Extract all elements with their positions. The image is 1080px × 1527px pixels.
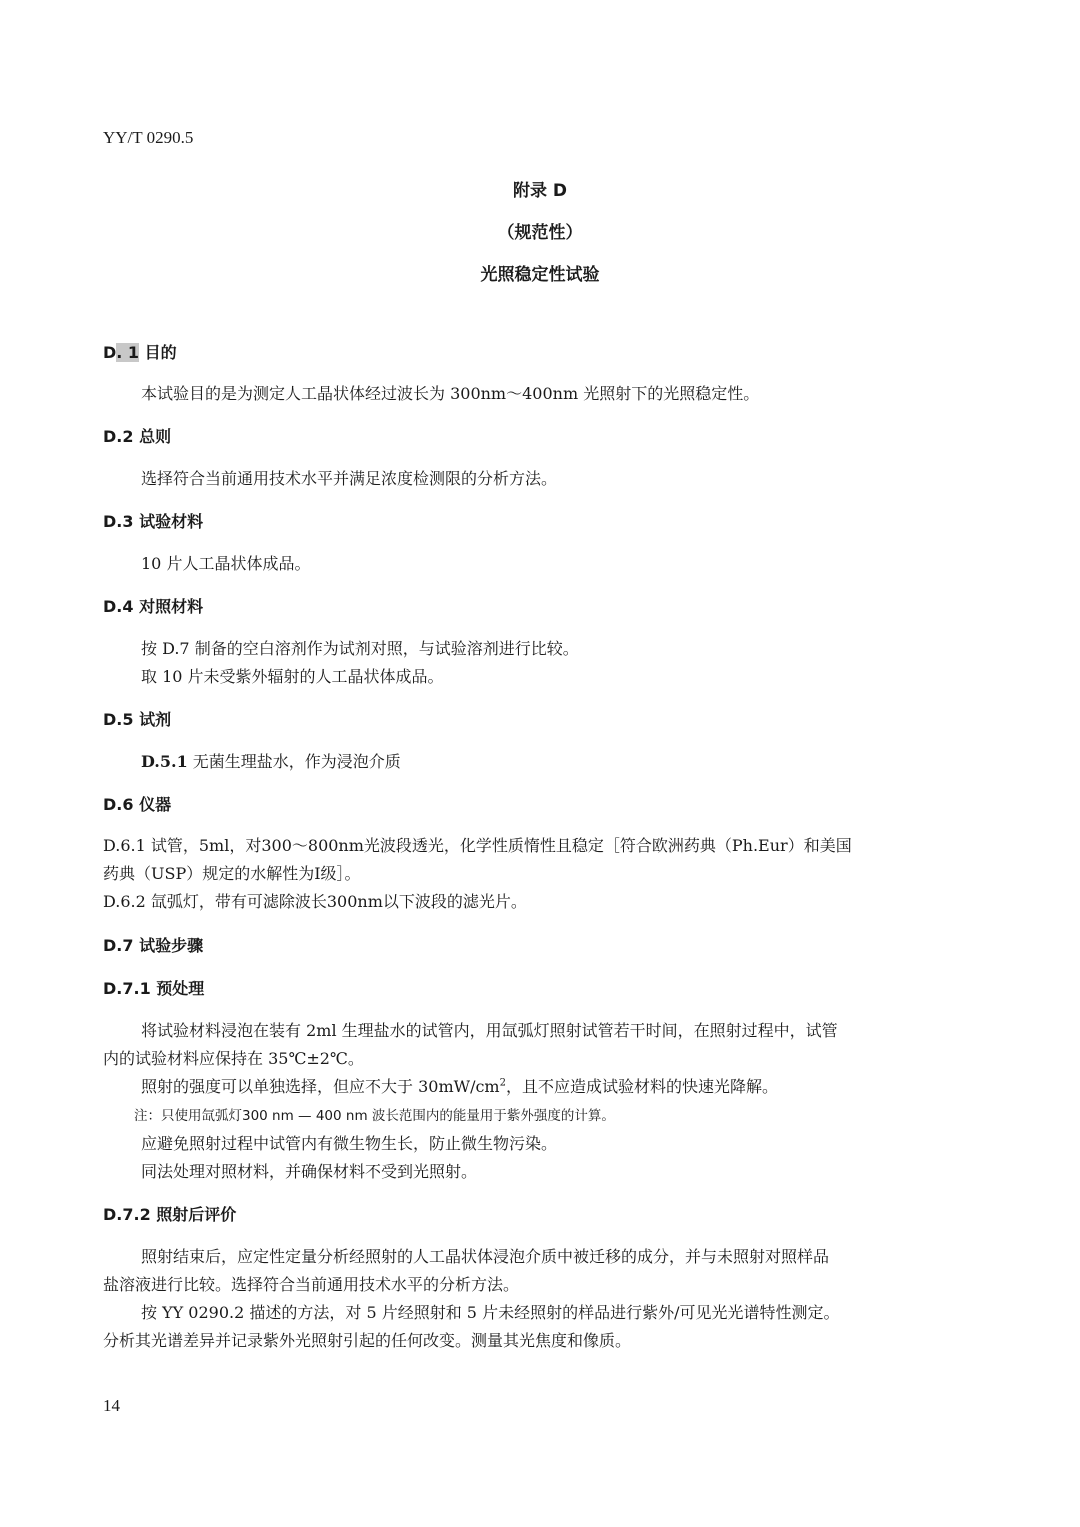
section-d5-1-text: 无菌生理盐水，作为浸泡介质 <box>187 752 401 771</box>
section-d6-line3: D.6.2 氙弧灯，带有可滤除波长300nm以下波段的滤光片。 <box>103 892 527 911</box>
section-d6-line2: 药典（USP）规定的水解性为I级］。 <box>103 864 361 883</box>
section-d4-line1: 按 D.7 制备的空白溶剂作为试剂对照，与试验溶剂进行比较。 <box>141 639 579 658</box>
section-d7-1-heading: D.7.1 预处理 <box>103 979 205 998</box>
section-d7-1-p1b: 内的试验材料应保持在 35℃±2℃。 <box>103 1049 364 1068</box>
section-d1-title: 目的 <box>139 343 177 362</box>
section-d7-1-note: 注：只使用氙弧灯300 nm — 400 nm 波长范围内的能量用于紫外强度的计算。 <box>134 1108 615 1124</box>
section-d4-line2: 取 10 片未受紫外辐射的人工晶状体成品。 <box>141 667 444 686</box>
section-d1-body: 本试验目的是为测定人工晶状体经过波长为 300nm～400nm 光照射下的光照稳定性。 <box>141 384 760 403</box>
section-d7-1-p2-sup: 2 <box>499 1077 506 1089</box>
appendix-name: 光照稳定性试验 <box>480 265 600 285</box>
section-d7-2-p1a: 照射结束后，应定性定量分析经照射的人工晶状体浸泡介质中被迁移的成分，并与未照射对照样品 <box>141 1247 830 1266</box>
section-d7-2-p2a: 按 YY 0290.2 描述的方法，对 5 片经照射和 5 片未经照射的样品进行紫外/可见光光谱特性测定。 <box>141 1303 840 1322</box>
section-d6-heading: D.6 仪器 <box>103 795 172 814</box>
section-d7-2-p2b: 分析其光谱差异并记录紫外光照射引起的任何改变。测量其光焦度和像质。 <box>103 1331 632 1350</box>
section-d2-body: 选择符合当前通用技术水平并满足浓度检测限的分析方法。 <box>141 469 558 488</box>
section-d7-1-p2 <box>141 1074 778 1097</box>
section-d1-heading <box>103 340 177 363</box>
section-d5-1-num: D.5.1 <box>141 752 188 771</box>
section-d3-body: 10 片人工晶状体成品。 <box>141 554 311 573</box>
document-code: YY/T 0290.5 <box>103 128 194 147</box>
section-d7-heading: D.7 试验步骤 <box>103 936 204 955</box>
section-d1-num-b: . <box>116 343 123 362</box>
section-d5-heading: D.5 试剂 <box>103 710 172 729</box>
page-number: 14 <box>103 1396 120 1415</box>
section-d6-line1: D.6.1 试管，5ml，对300～800nm光波段透光，化学性质惰性且稳定［符合欧洲药典（Ph.Eur）和美国 <box>103 836 852 855</box>
appendix-nature: （规范性） <box>497 223 583 243</box>
section-d7-1-p1a: 将试验材料浸泡在装有 2ml 生理盐水的试管内，用氙弧灯照射试管若干时间，在照射过程中，试管 <box>141 1021 838 1040</box>
section-d5-1 <box>141 749 401 772</box>
section-d1-num-c: 1 <box>122 343 140 362</box>
section-d2-heading: D.2 总则 <box>103 427 172 446</box>
section-d1-num-a: D <box>103 343 117 362</box>
section-d7-1-p3: 应避免照射过程中试管内有微生物生长，防止微生物污染。 <box>141 1134 558 1153</box>
section-d4-heading: D.4 对照材料 <box>103 597 204 616</box>
section-d7-1-p2-text: 照射的强度可以单独选择，但应不大于 30mW/cm <box>141 1077 500 1096</box>
section-d7-1-p2-end: ，且不应造成试验材料的快速光降解。 <box>505 1077 778 1096</box>
section-d7-2-p1b: 盐溶液进行比较。选择符合当前通用技术水平的分析方法。 <box>103 1275 520 1294</box>
section-d3-heading: D.3 试验材料 <box>103 512 204 531</box>
section-d7-1-p4: 同法处理对照材料，并确保材料不受到光照射。 <box>141 1162 478 1181</box>
appendix-title: 附录 D <box>512 181 568 201</box>
section-d7-2-heading: D.7.2 照射后评价 <box>103 1205 237 1224</box>
